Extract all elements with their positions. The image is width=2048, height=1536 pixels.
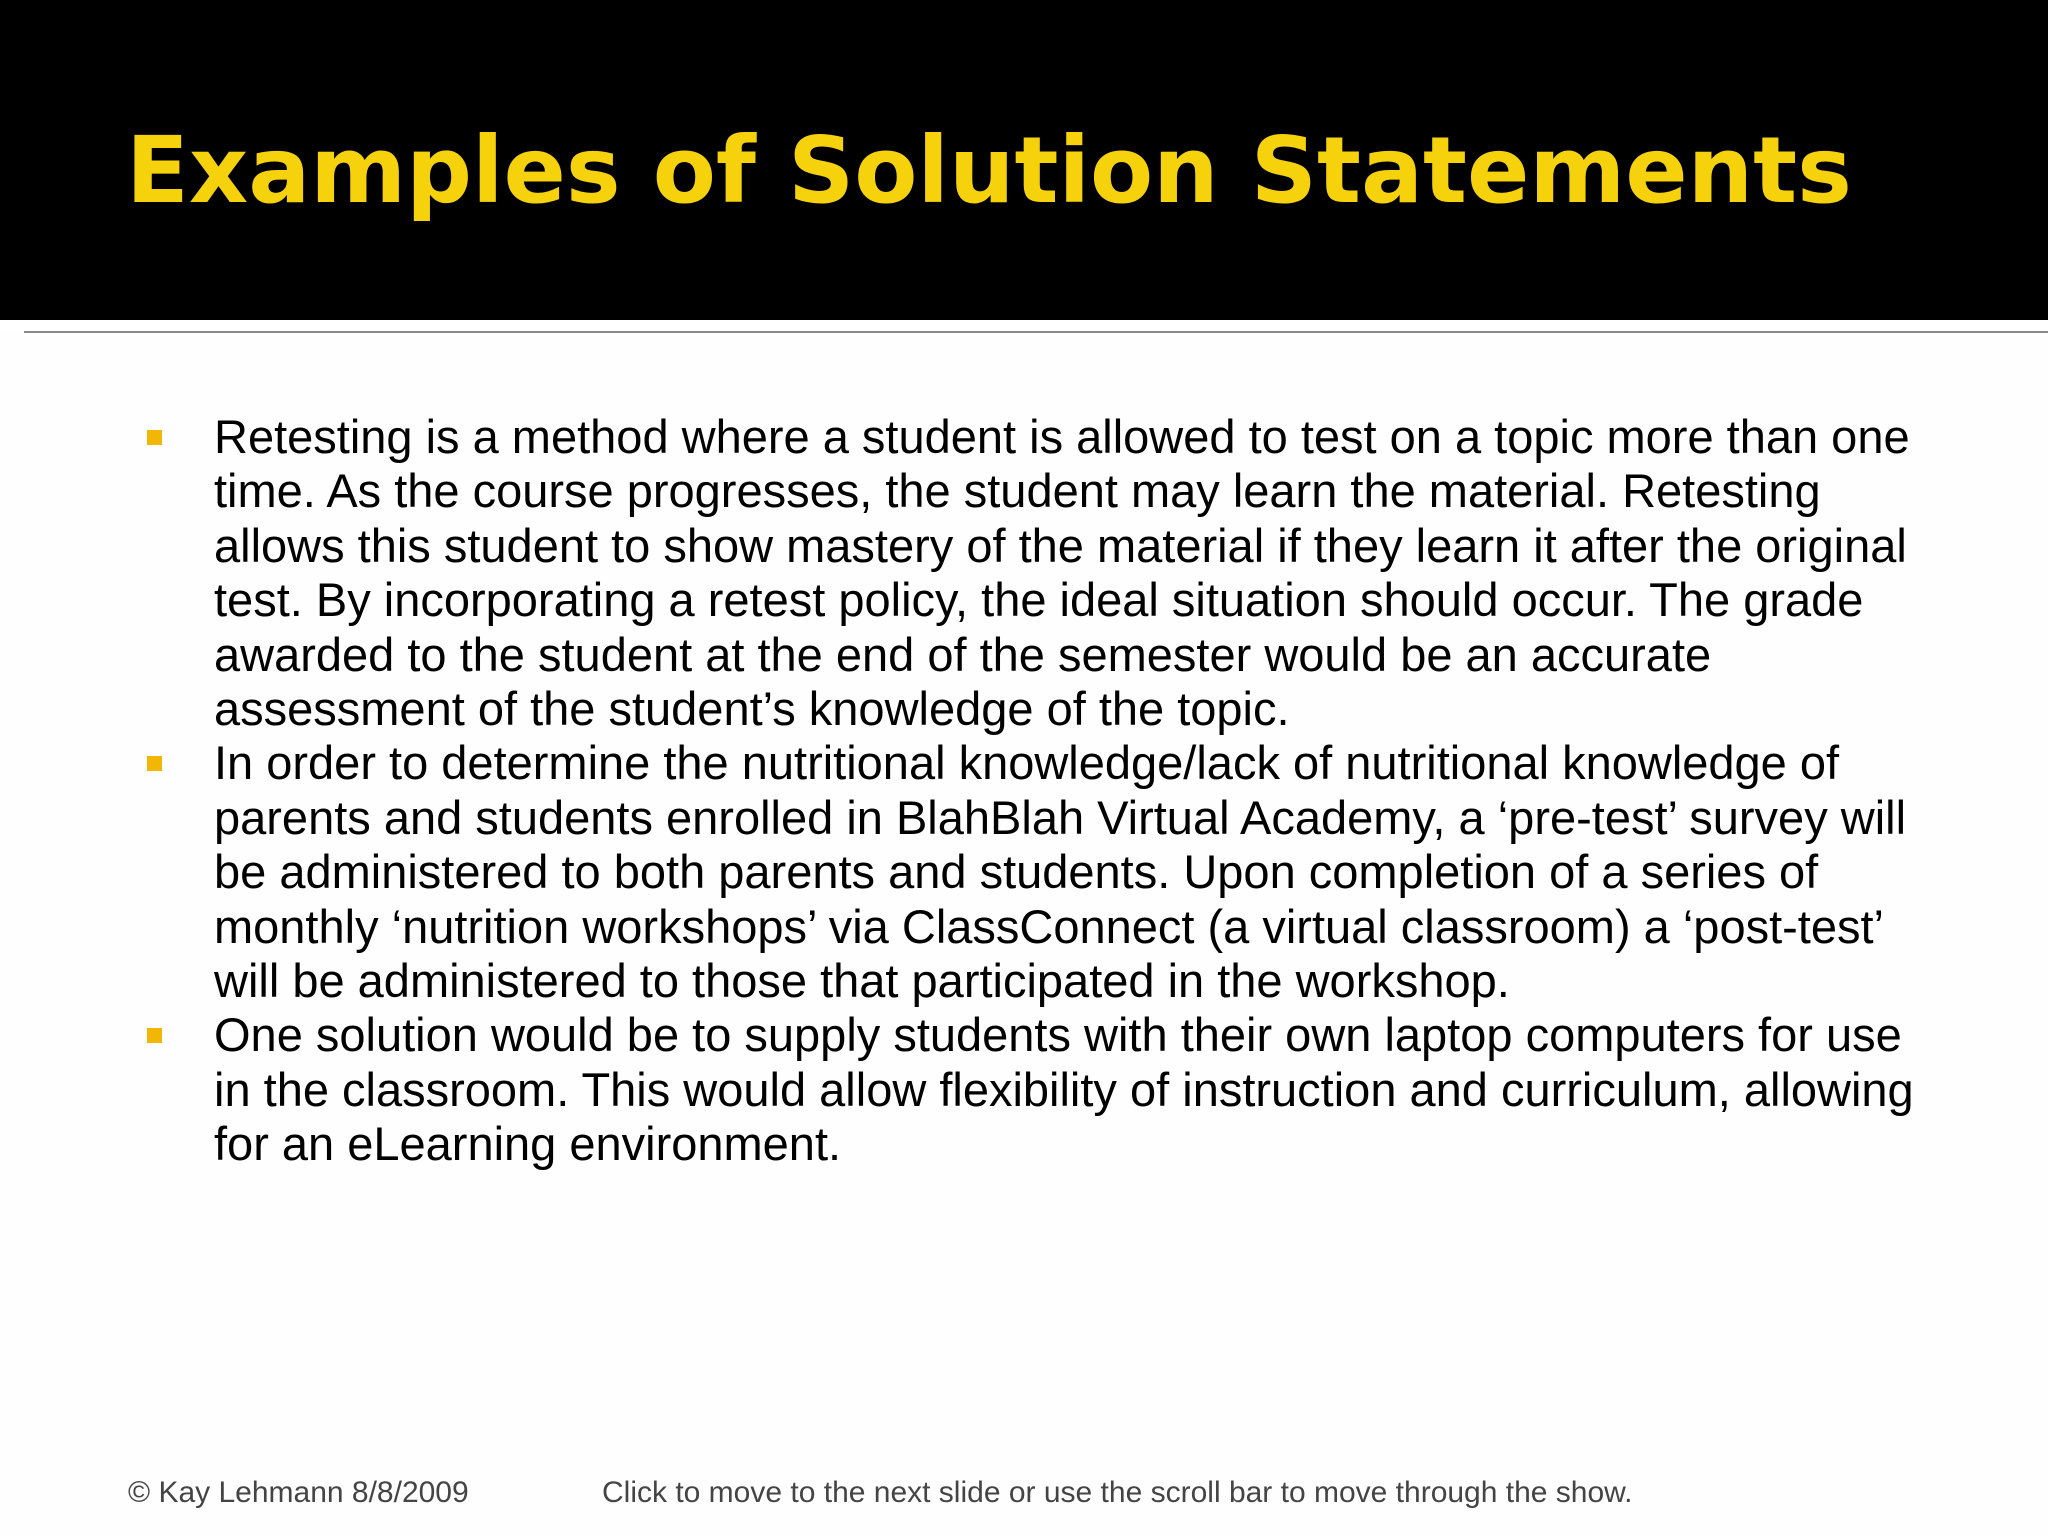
bullet-item	[140, 410, 1940, 736]
bullet-text: In order to determine the nutritional knowledge/lack of nutritional knowledge of parents and students enrolled in BlahBlah Virtual Academy, a ‘pre-test’ survey will be administered to both parents and students. Upon completion of a series of monthly ‘nutrition workshops’ via ClassConnect (a virtual classroom) a ‘post-test’ will be administered to those that participated in the workshop.	[214, 736, 1907, 1008]
slide-title: Examples of Solution Statements	[126, 117, 1852, 224]
square-bullet-icon	[147, 430, 162, 445]
footer-navigation-hint: Click to move to the next slide or use the scroll bar to move through the show.	[602, 1476, 1633, 1509]
title-divider	[0, 320, 2048, 330]
square-bullet-icon	[147, 1028, 162, 1043]
square-bullet-icon	[147, 756, 162, 771]
title-band	[0, 0, 2048, 320]
title-divider-line	[24, 331, 2048, 333]
bullet-item	[140, 736, 1940, 1008]
bullet-item	[140, 1008, 1940, 1171]
footer-copyright: © Kay Lehmann 8/8/2009	[128, 1476, 469, 1509]
bullet-text: Retesting is a method where a student is allowed to test on a topic more than one time. As the course progresses, the student may learn the material. Retesting allows this student to show mastery of the material if they learn it after the original test. By incorporating a retest policy, the ideal situation should occur. The grade awarded to the student at the end of the semester would be an accurate assessment of the student’s knowledge of the topic.	[214, 410, 1910, 736]
bullet-list	[140, 410, 1940, 1172]
bullet-text: One solution would be to supply students with their own laptop computers for use in the classroom. This would allow flexibility of instruction and curriculum, allowing for an eLearning environment.	[214, 1008, 1914, 1171]
